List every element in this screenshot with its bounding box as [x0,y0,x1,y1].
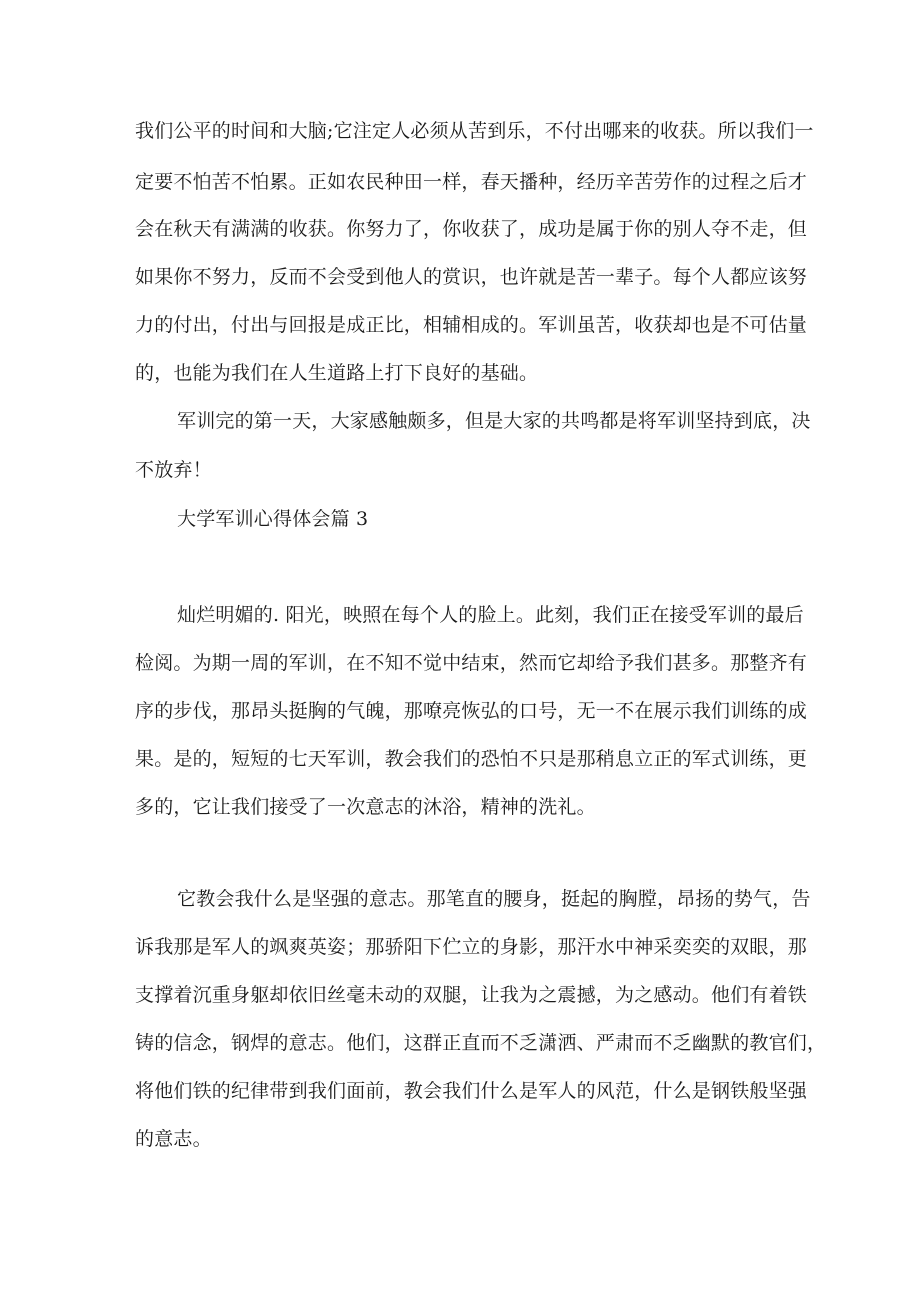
paragraph-4-line-4: 铸的信念，钢焊的意志。他们，这群正直而不乏潇洒、严肃而不乏幽默的教官们， [135,1032,827,1054]
paragraph-3-line-3: 序的步伐，那昂头挺胸的气魄，那嘹亮恢弘的口号，无一不在展示我们训练的成 [135,700,808,722]
paragraph-3-line-5: 多的，它让我们接受了一次意志的沐浴，精神的洗礼。 [135,796,596,818]
paragraph-3-line-2: 检阅。为期一周的军训，在不知不觉中结束，然而它却给予我们甚多。那整齐有 [135,652,808,674]
paragraph-4-line-1: 它教会我什么是坚强的意志。那笔直的腰身，挺起的胸膛，昂扬的势气，告 [177,888,811,910]
paragraph-1-line-3: 会在秋天有满满的收获。你努力了，你收获了，成功是属于你的别人夺不走，但 [135,218,808,240]
paragraph-1-line-6: 的，也能为我们在人生道路上打下良好的基础。 [135,362,539,384]
paragraph-3-line-1: 灿烂明媚的. 阳光，映照在每个人的脸上。此刻，我们正在接受军训的最后 [177,604,804,626]
paragraph-4-line-5: 将他们铁的纪律带到我们面前，教会我们什么是军人的风范，什么是钢铁般坚强 [135,1080,808,1102]
paragraph-1-line-4: 如果你不努力，反而不会受到他人的赏识，也许就是苦一辈子。每个人都应该努 [135,266,808,288]
paragraph-1-line-1: 我们公平的时间和大脑;它注定人必须从苦到乐，不付出哪来的收获。所以我们一 [135,120,814,142]
paragraph-3-line-4: 果。是的，短短的七天军训，教会我们的恐怕不只是那稍息立正的军式训练，更 [135,748,808,770]
paragraph-2-line-2: 不放弃！ [135,459,212,481]
paragraph-1-line-5: 力的付出，付出与回报是成正比，相辅相成的。军训虽苦，收获却也是不可估量 [135,314,808,336]
paragraph-2-line-1: 军训完的第一天，大家感触颇多，但是大家的共鸣都是将军训坚持到底，决 [177,410,811,432]
paragraph-4-line-3: 支撑着沉重身躯却依旧丝毫未动的双腿，让我为之震撼，为之感动。他们有着铁 [135,984,808,1006]
paragraph-4-line-2: 诉我那是军人的飒爽英姿；那骄阳下伫立的身影，那汗水中神采奕奕的双眼，那 [135,936,808,958]
section-heading: 大学军训心得体会篇 3 [177,508,369,530]
paragraph-4-line-6: 的意志。 [135,1128,212,1150]
paragraph-1-line-2: 定要不怕苦不怕累。正如农民种田一样，春天播种，经历辛苦劳作的过程之后才 [135,171,808,193]
